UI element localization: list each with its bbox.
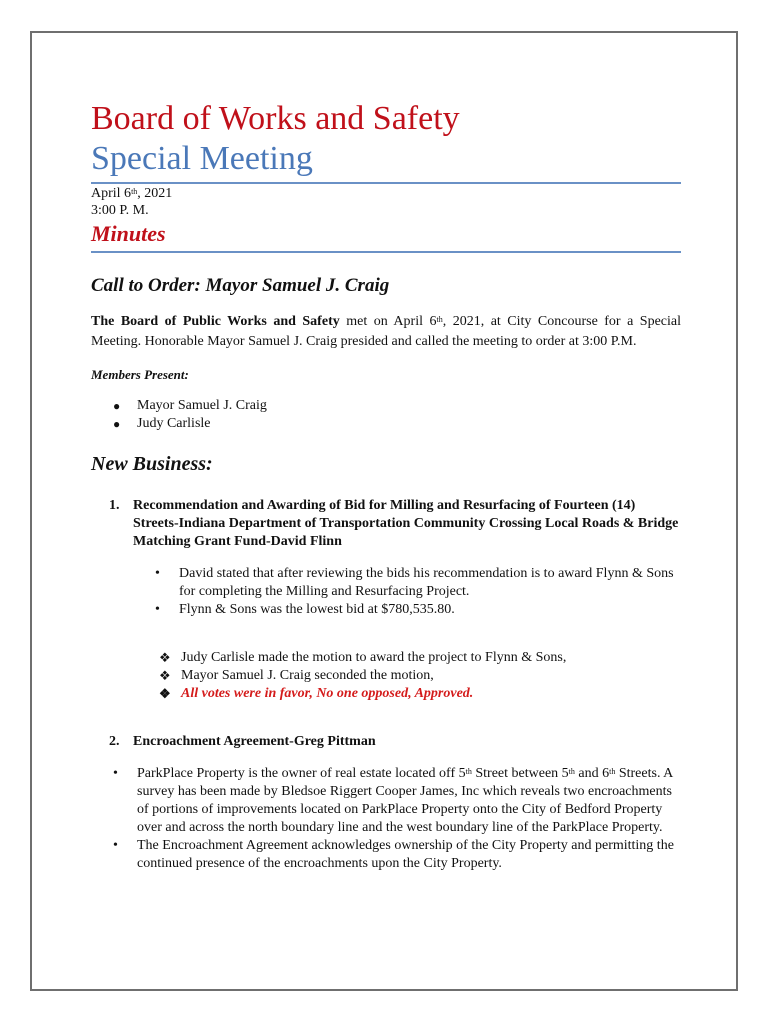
document-title: Board of Works and Safety	[91, 100, 460, 137]
agenda-item-title: Encroachment Agreement-Greg Pittman	[133, 734, 376, 749]
agenda-item-1-notes	[91, 565, 681, 619]
bullet-icon: •	[113, 766, 118, 781]
diamond-bullet-icon: ❖	[159, 650, 171, 665]
agenda-item-2-notes	[91, 765, 681, 873]
minutes-heading: Minutes	[91, 221, 166, 246]
bullet-icon: •	[113, 838, 118, 853]
bullet-icon: •	[155, 602, 160, 617]
document-subtitle: Special Meeting	[91, 140, 313, 177]
list-item: ● Judy Carlisle	[113, 416, 211, 431]
call-to-order-heading: Call to Order: Mayor Samuel J. Craig	[91, 275, 390, 296]
agenda-item-1	[91, 497, 681, 551]
list-item: • Flynn & Sons was the lowest bid at $780,535.80.	[155, 602, 455, 617]
agenda-item-number: 1.	[109, 498, 120, 513]
diamond-bullet-icon: ❖	[159, 686, 171, 701]
document-content	[91, 99, 681, 873]
agenda-item-2	[91, 733, 681, 751]
agenda-item-number: 2.	[109, 734, 120, 749]
meeting-time: 3:00 P. M.	[91, 203, 149, 218]
list-item: ● Mayor Samuel J. Craig	[113, 398, 267, 413]
list-item: ❖ Judy Carlisle made the motion to award the project to Flynn & Sons,	[159, 650, 567, 665]
meeting-date: April 6th, 2021	[91, 186, 173, 201]
list-item: • David stated that after reviewing the bids his recommendation is to award Flynn & Sons for completing the Milling and Resurfacing Project.	[155, 566, 674, 599]
list-item: ❖ Mayor Samuel J. Craig seconded the motion,	[159, 668, 434, 683]
members-present-label: Members Present:	[91, 367, 189, 382]
agenda-item-title: Recommendation and Awarding of Bid for Milling and Resurfacing of Fourteen (14) Streets-Indiana Department of Transportation Community Crossing Local Roads & Bridge Matching Grant Fund-David Flinn	[133, 498, 679, 549]
minutes-divider	[91, 251, 681, 253]
diamond-bullet-icon: ❖	[159, 668, 171, 683]
bullet-icon: ●	[113, 399, 121, 413]
call-to-order-paragraph: The Board of Public Works and Safety met on April 6th, 2021, at City Concourse for a Special Meeting. Honorable Mayor Samuel J. Craig presided and called the meeting to order at 3:00 P.M.	[91, 314, 682, 349]
new-business-heading: New Business:	[91, 453, 213, 475]
bullet-icon: ●	[113, 417, 121, 431]
list-item: • The Encroachment Agreement acknowledges ownership of the City Property and permitting the continued presence of the encroachments upon the City Property.	[113, 838, 674, 871]
bullet-icon: •	[155, 566, 160, 581]
list-item: • ParkPlace Property is the owner of real estate located off 5th Street between 5th and 6th Streets. A survey has been made by Bledsoe Riggert Cooper James, Inc which reveals two encroachments of portions of improvements located on ParkPlace Property onto the City of Bedford Property over and across the north boundary line and the west boundary line of the ParkPlace Property.	[113, 766, 673, 835]
document-page	[30, 31, 738, 991]
agenda-item-1-motions	[91, 649, 681, 703]
vote-result: ❖ All votes were in favor, No one opposed, Approved.	[159, 686, 474, 701]
title-divider	[91, 182, 681, 184]
meeting-date-block	[91, 185, 681, 219]
members-list	[91, 397, 681, 433]
